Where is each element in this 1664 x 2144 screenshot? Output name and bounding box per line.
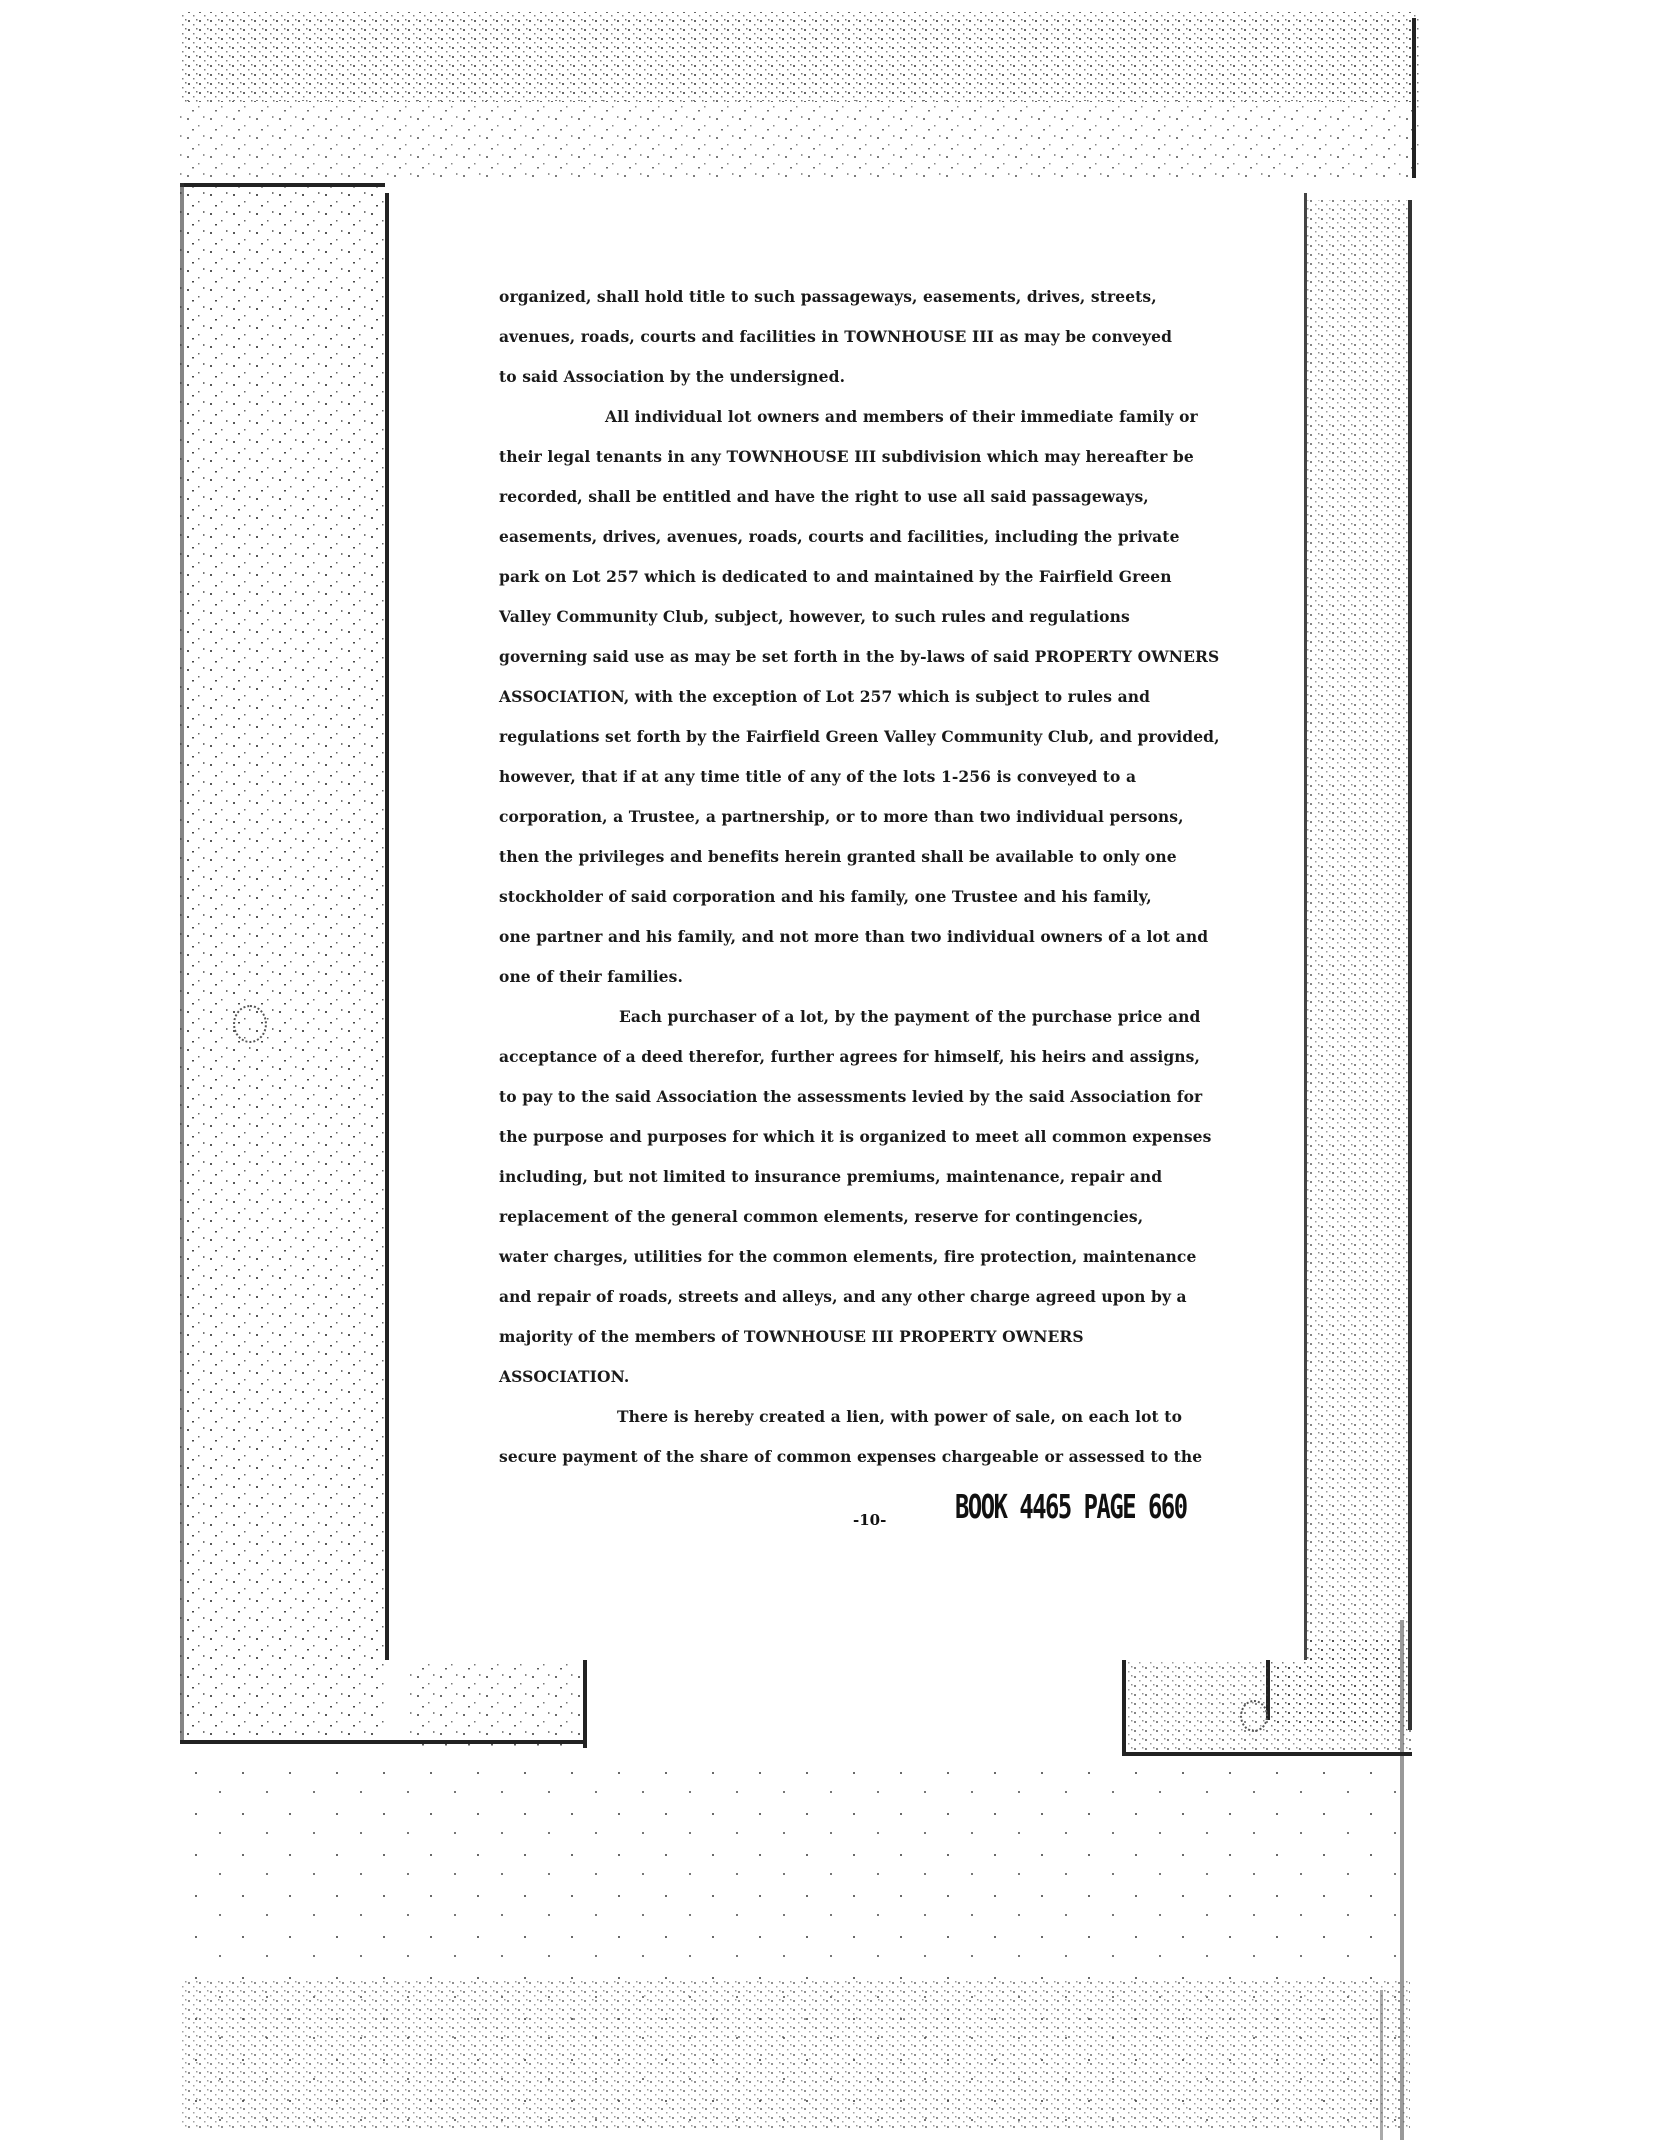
paragraph-start-line: There is hereby created a lien, with power of sale, on each lot to bbox=[617, 1407, 1183, 1426]
scan-artifact-circle bbox=[233, 1005, 267, 1043]
text-line: governing said use as may be set forth in the by-laws of said PROPERTY OWNERS bbox=[499, 647, 1220, 666]
text-line: water charges, utilities for the common elements, fire protection, maintenance bbox=[499, 1247, 1197, 1266]
text-line: their legal tenants in any TOWNHOUSE III subdivision which may hereafter be bbox=[499, 447, 1194, 466]
text-line: recorded, shall be entitled and have the right to use all said passageways, bbox=[499, 487, 1149, 506]
text-line: acceptance of a deed therefor, further agrees for himself, his heirs and assigns, bbox=[499, 1047, 1200, 1066]
text-line: ASSOCIATION, with the exception of Lot 257 which is subject to rules and bbox=[499, 687, 1151, 706]
scan-artifact-circle bbox=[1240, 1700, 1268, 1732]
text-line: the purpose and purposes for which it is organized to meet all common expenses bbox=[499, 1127, 1212, 1146]
text-line: regulations set forth by the Fairfield Green Valley Community Club, and provided, bbox=[499, 727, 1220, 746]
text-line: park on Lot 257 which is dedicated to and maintained by the Fairfield Green bbox=[499, 567, 1172, 586]
text-line: then the privileges and benefits herein granted shall be available to only one bbox=[499, 847, 1177, 866]
text-line: avenues, roads, courts and facilities in TOWNHOUSE III as may be conveyed bbox=[499, 327, 1173, 346]
page-number: -10- bbox=[853, 1511, 887, 1529]
text-line: replacement of the general common elements, reserve for contingencies, bbox=[499, 1207, 1144, 1226]
document-page bbox=[385, 193, 1307, 1660]
book-page-reference: BOOK 4465 PAGE 660 bbox=[955, 1487, 1187, 1526]
text-line: one partner and his family, and not more than two individual owners of a lot and bbox=[499, 927, 1209, 946]
text-line: organized, shall hold title to such passageways, easements, drives, streets, bbox=[499, 287, 1157, 306]
text-line: to said Association by the undersigned. bbox=[499, 367, 846, 386]
text-line: corporation, a Trustee, a partnership, or to more than two individual persons, bbox=[499, 807, 1184, 826]
text-line: to pay to the said Association the assessments levied by the said Association for bbox=[499, 1087, 1203, 1106]
paragraph-start-line: Each purchaser of a lot, by the payment of the purchase price and bbox=[619, 1007, 1201, 1026]
text-line: however, that if at any time title of any of the lots 1-256 is conveyed to a bbox=[499, 767, 1137, 786]
text-line: secure payment of the share of common expenses chargeable or assessed to the bbox=[499, 1447, 1203, 1466]
body-text bbox=[499, 277, 1259, 1477]
text-line: Valley Community Club, subject, however, to such rules and regulations bbox=[499, 607, 1130, 626]
text-line: and repair of roads, streets and alleys, and any other charge agreed upon by a bbox=[499, 1287, 1187, 1306]
text-line: majority of the members of TOWNHOUSE III PROPERTY OWNERS bbox=[499, 1327, 1084, 1346]
text-line: one of their families. bbox=[499, 967, 683, 986]
text-line: easements, drives, avenues, roads, courts and facilities, including the private bbox=[499, 527, 1180, 546]
text-line: including, but not limited to insurance premiums, maintenance, repair and bbox=[499, 1167, 1163, 1186]
text-line: stockholder of said corporation and his family, one Trustee and his family, bbox=[499, 887, 1152, 906]
paragraph-start-line: All individual lot owners and members of their immediate family or bbox=[605, 407, 1198, 426]
text-line: ASSOCIATION. bbox=[499, 1367, 630, 1386]
